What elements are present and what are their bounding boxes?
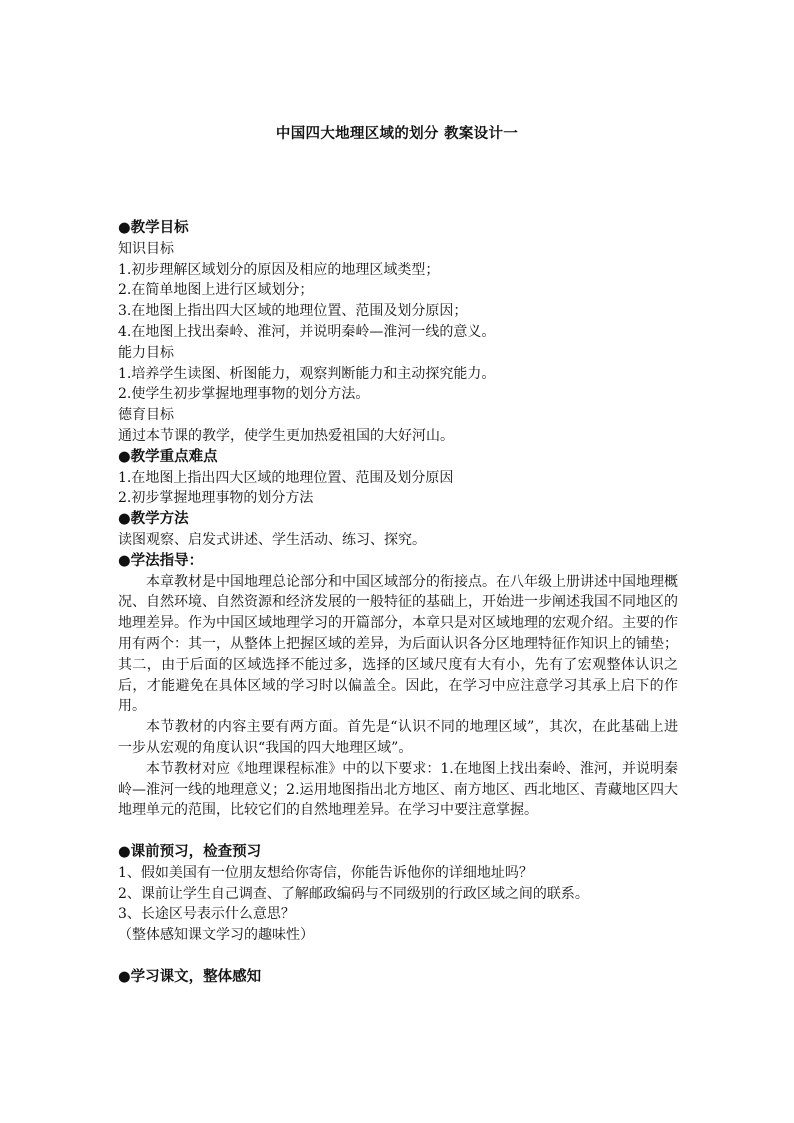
knowledge-item: 4.在地图上找出秦岭、淮河，并说明秦岭—淮河一线的意义。 xyxy=(118,323,496,340)
document-body xyxy=(118,218,678,987)
key-point-item: 1.在地图上指出四大区域的地理位置、范围及划分原因 xyxy=(118,469,454,486)
section-heading-learn: ●学习课文，整体感知 xyxy=(118,967,262,985)
study-guide-paragraph: 本章教材是中国地理总论部分和中国区域部分的衔接点。在八年级上册讲述中国地理概况、自然环境、自然资源和经济发展的一般特征的基础上，开始进一步阐述我国不同地区的地理差异。作为中国区域地理学习的开篇部分，本章只是对区域地理的宏观介绍。主要的作用有两个：其一，从整体上把握区域的差异，为后面认识各分区地理特征作知识上的铺垫；其二，由于后面的区域选择不能过多，选择的区域尺度有大有小，先有了宏观整体认识之后，才能避免在具体区域的学习时以偏盖全。因此，在学习中应注意学习其承上启下的作用。 xyxy=(118,573,678,715)
study-guide-paragraph: 本节教材对应《地理课程标准》中的以下要求：1.在地图上找出秦岭、淮河，并说明秦岭—淮河一线的地理意义；2.运用地图指出北方地区、南方地区、西北地区、青藏地区四大地理单元的范围，比较它们的自然地理差异。在学习中要注意掌握。 xyxy=(118,760,678,819)
section-heading-preview: ●课前预习，检查预习 xyxy=(118,842,262,860)
ability-item: 2.使学生初步掌握地理事物的划分方法。 xyxy=(118,386,370,403)
preview-item: 1、假如美国有一位朋友想给你寄信，你能告诉他你的详细地址吗？ xyxy=(118,864,533,881)
blank-line xyxy=(118,821,678,842)
blank-line xyxy=(118,946,678,967)
knowledge-item: 3.在地图上指出四大区域的地理位置、范围及划分原因； xyxy=(118,303,468,320)
section-heading-methods: ●教学方法 xyxy=(118,510,189,528)
subheading-ability: 能力目标 xyxy=(118,344,174,361)
section-heading-study-guide: ●学法指导： xyxy=(118,551,204,569)
knowledge-item: 1.初步理解区域划分的原因及相应的地理区域类型； xyxy=(118,261,440,278)
preview-item: 2、课前让学生自己调查、了解邮政编码与不同级别的行政区域之间的联系。 xyxy=(118,885,589,902)
preview-item: 3、长途区号表示什么意思？ xyxy=(118,906,295,923)
section-heading-objectives: ●教学目标 xyxy=(118,219,189,236)
knowledge-item: 2.在简单地图上进行区域划分； xyxy=(118,282,314,299)
document-title: 中国四大地理区域的划分 教案设计一 xyxy=(275,125,519,142)
ability-item: 1.培养学生读图、析图能力，观察判断能力和主动探究能力。 xyxy=(118,365,496,382)
preview-note: （整体感知课文学习的趣味性） xyxy=(118,927,314,944)
methods-text: 读图观察、启发式讲述、学生活动、练习、探究。 xyxy=(118,531,426,548)
study-guide-paragraph: 本节教材的内容主要有两方面。首先是“认识不同的地理区域”，其次，在此基础上进一步从宏观的角度认识“我国的四大地理区域”。 xyxy=(118,719,678,756)
subheading-knowledge: 知识目标 xyxy=(118,240,174,257)
section-heading-key-points: ●教学重点难点 xyxy=(118,447,218,465)
key-point-item: 2.初步掌握地理事物的划分方法 xyxy=(118,490,314,507)
subheading-moral: 德育目标 xyxy=(118,407,174,424)
moral-text: 通过本节课的教学，使学生更加热爱祖国的大好河山。 xyxy=(118,427,454,444)
